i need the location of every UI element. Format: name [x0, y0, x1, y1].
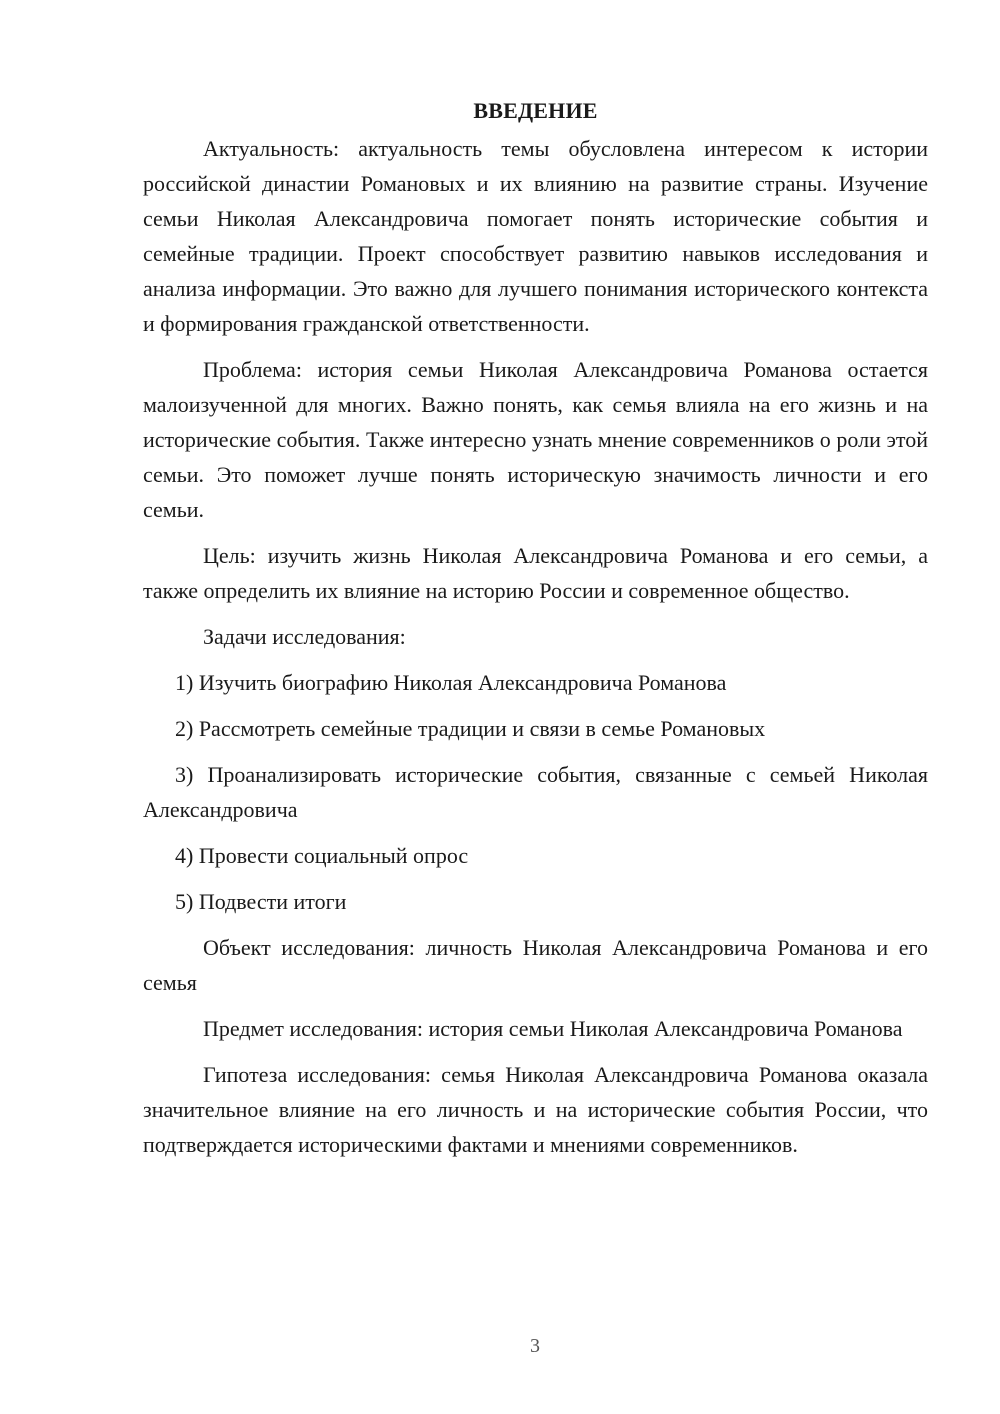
tasks-title: Задачи исследования:	[203, 624, 406, 649]
list-item: 2) Рассмотреть семейные традиции и связи в семье Романовых	[175, 716, 766, 741]
hypothesis-paragraph: Гипотеза исследования: семья Николая Александровича Романова оказала значительное влияние на его личность и на исторические события России, что подтверждается историческими фактами и мнениями современников.	[143, 1062, 928, 1157]
relevance-paragraph: Актуальность: актуальность темы обусловлена интересом к истории российской династии Романовых и их влиянию на развитие страны. Изучение семьи Николая Александровича помогает понять исторические события и семейные традиции. Проект способствует развитию навыков исследования и анализа информации. Это важно для лучшего понимания исторического контекста и формирования гражданской ответственности.	[143, 136, 928, 336]
list-item: 4) Провести социальный опрос	[175, 843, 469, 868]
tasks-list	[143, 665, 928, 919]
subject-paragraph: Предмет исследования: история семьи Николая Александровича Романова	[203, 1016, 903, 1041]
document-page	[143, 96, 928, 1173]
page-number: 3	[530, 1335, 540, 1357]
list-item: 1) Изучить биографию Николая Александровича Романова	[175, 670, 727, 695]
section-heading: ВВЕДЕНИЕ	[473, 98, 598, 123]
object-paragraph: Объект исследования: личность Николая Александровича Романова и его семья	[143, 935, 928, 995]
list-item: 5) Подвести итоги	[175, 889, 347, 914]
goal-paragraph: Цель: изучить жизнь Николая Александровича Романова и его семьи, а также определить их влияние на историю России и современное общество.	[143, 543, 928, 603]
list-item: 3) Проанализировать исторические события, связанные с семьей Николая Александровича	[143, 762, 928, 822]
problem-paragraph: Проблема: история семьи Николая Александровича Романова остается малоизученной для многих. Важно понять, как семья влияла на его жизнь и на исторические события. Также интересно узнать мнение современников о роли этой семьи. Это поможет лучше понять историческую значимость личности и его семьи.	[143, 357, 928, 522]
